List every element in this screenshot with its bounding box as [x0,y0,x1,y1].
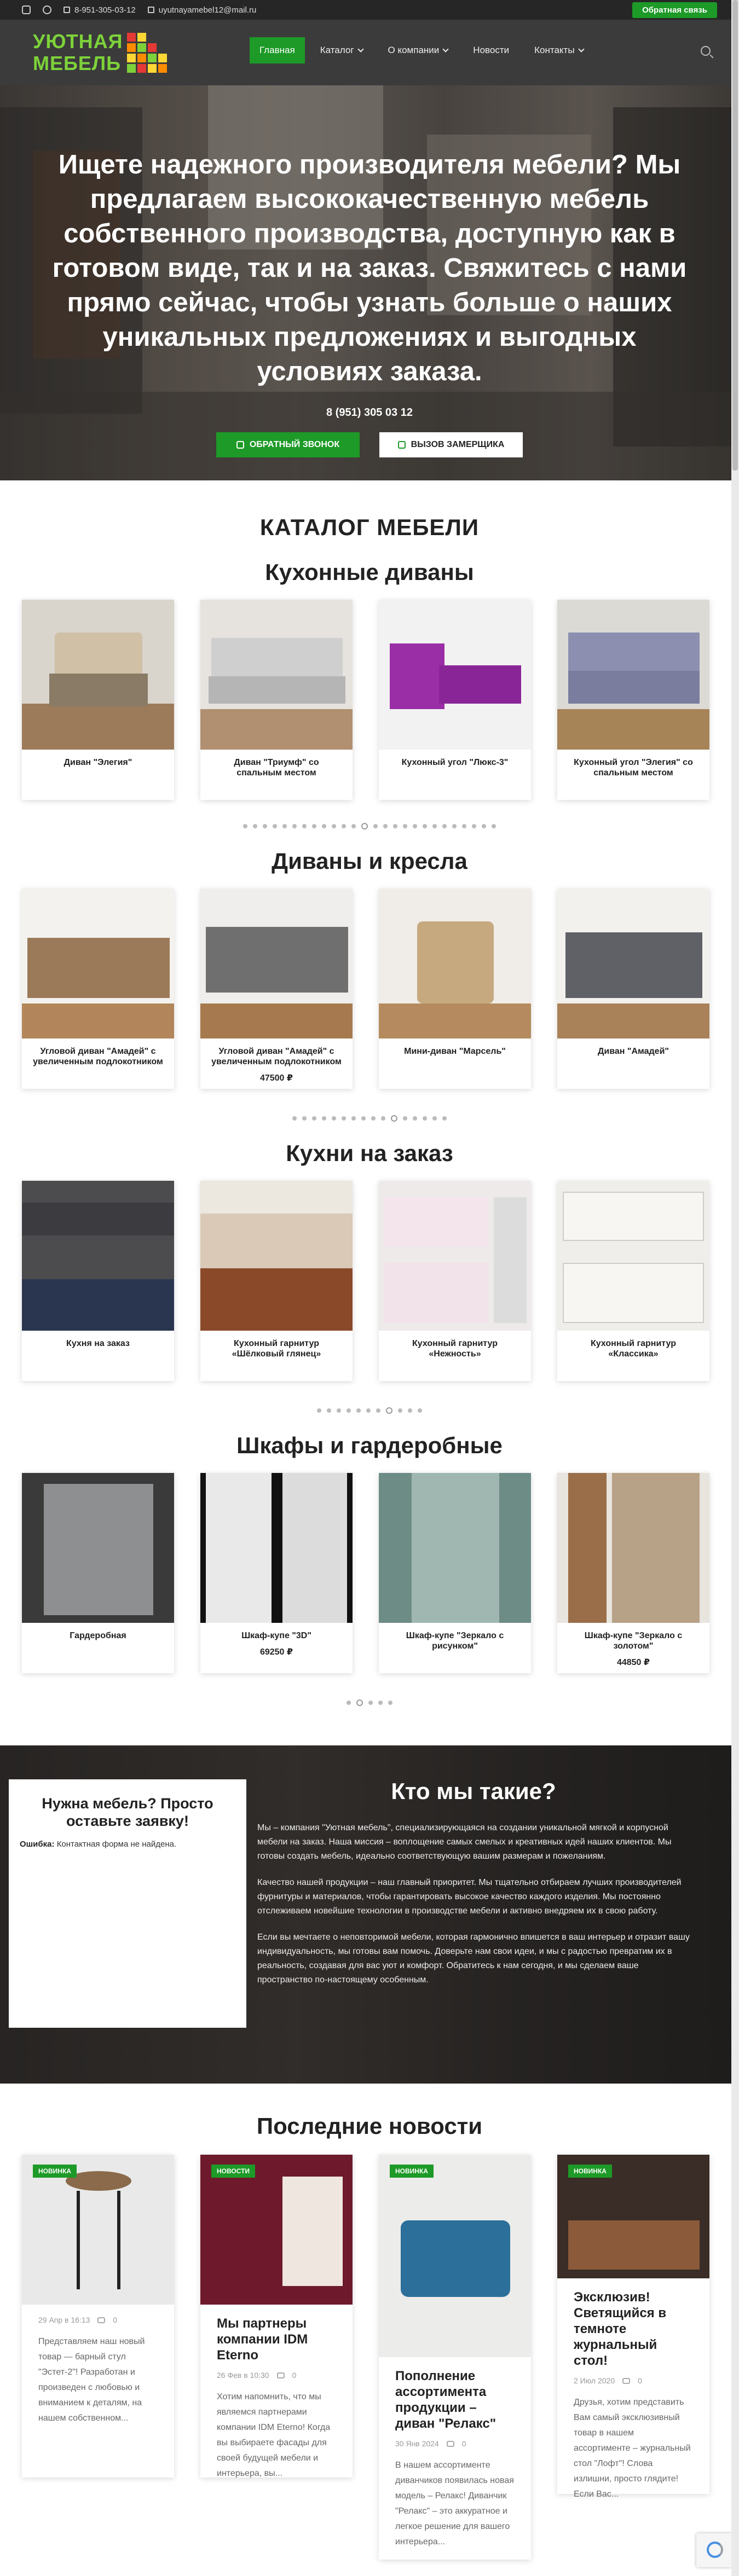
nav-news[interactable]: Новости [473,45,510,55]
nav-about[interactable]: О компании [378,37,458,63]
slider-dot[interactable] [302,1116,307,1121]
slider-dot[interactable] [342,824,346,828]
product-photo [22,1473,174,1623]
slider-pagination [0,824,739,829]
news-badge: НОВИНКА [568,2165,612,2178]
slider-dot[interactable] [263,824,267,828]
slider-dot[interactable] [472,824,476,828]
news-comments: 0 [461,2439,466,2448]
slider-dot[interactable] [292,1116,297,1121]
product-price: 47500 ₽ [259,1074,293,1083]
news-date: 2 Июл 2020 [574,2376,615,2385]
recaptcha-badge[interactable] [696,2533,732,2567]
product-slider [0,1181,739,1381]
slider-dot[interactable] [413,824,417,828]
news-date: 29 Апр в 16:13 [38,2316,90,2324]
product-photo [22,600,174,750]
form-title: Нужна мебель? Просто оставьте заявку! [42,1795,213,1829]
product-card[interactable] [200,1473,353,1673]
news-title: Последние новости [256,2113,483,2139]
logo-line1: УЮТНАЯ [33,30,123,53]
slider-dot[interactable] [423,824,427,828]
news-headline[interactable]: Эксклюзив! Светящийся в темноте журнальный стол! [574,2290,667,2368]
slider-dot[interactable] [292,824,297,828]
slider-dot[interactable] [361,1116,366,1121]
slider-dot[interactable] [351,1116,356,1121]
product-card[interactable] [200,600,353,800]
whatsapp-icon[interactable] [43,5,51,14]
product-name: Кухонный гарнитур «Шёлковый глянец» [232,1339,321,1359]
slider-dot[interactable] [403,1116,407,1121]
news-card[interactable] [22,2155,174,2478]
slider-dot[interactable] [482,824,486,828]
slider-dot[interactable] [312,824,316,828]
product-name: Шкаф-купе "3D" [241,1631,311,1640]
comment-icon [447,2441,454,2447]
chevron-down-icon [357,46,363,52]
slider-dot[interactable] [452,824,457,828]
product-slider [0,600,739,800]
product-photo [22,1181,174,1331]
slider-dot[interactable] [332,824,336,828]
slider-dot[interactable] [347,1701,351,1705]
product-photo [200,889,353,1038]
hero-phone[interactable]: 8 (951) 305 03 12 [326,407,413,419]
news-excerpt: Представляем наш новый товар — барный стул "Эстет-2"! Разработан и произведен с любовью и вниманием к деталям, на нашем собственном... [38,2337,145,2423]
slider-dot[interactable] [432,824,437,828]
product-name: Кухонный угол "Элегия" со спальным местом [574,758,693,778]
product-card[interactable] [379,1473,531,1673]
slider-dot[interactable] [378,1701,383,1705]
product-photo [557,889,709,1038]
news-comments: 0 [292,2371,297,2380]
product-card[interactable] [379,1181,531,1381]
instagram-icon[interactable] [22,5,31,14]
product-photo [379,1181,531,1331]
slider-dot[interactable] [273,824,277,828]
news-card[interactable] [379,2155,531,2560]
slider-dot[interactable] [388,1701,392,1705]
product-photo [22,889,174,1038]
product-name: Шкаф-купе "Зеркало с рисунком" [406,1631,504,1651]
comment-icon [97,2317,105,2323]
slider-dot[interactable] [432,1116,437,1121]
logo[interactable] [33,31,167,74]
news-comments: 0 [638,2376,642,2385]
product-name: Диван "Триумф" со спальным местом [234,758,319,778]
product-photo [557,1181,709,1331]
slider-dot[interactable] [322,1116,326,1121]
chevron-down-icon [578,46,584,52]
phone-icon [63,7,70,13]
slider-dot[interactable] [376,1408,380,1413]
news-photo [557,2155,709,2278]
news-badge: НОВИНКА [390,2165,434,2178]
news-photo [22,2155,174,2305]
hero-banner [0,85,739,480]
slider-dot[interactable] [492,824,496,828]
news-card[interactable] [200,2155,353,2478]
news-excerpt: В нашем ассортименте диванчиков появилась новая модель – Релакс! Диванчик "Релакс" – это аккуратное и легкое решение для вашего интерьера... [395,2461,514,2546]
product-name: Диван "Элегия" [63,758,132,767]
product-card[interactable] [557,1473,709,1673]
slider-dot[interactable] [442,1116,447,1121]
feedback-button[interactable]: Обратная связь [632,2,717,18]
product-photo [200,1181,353,1331]
news-list [22,2155,709,2560]
slider-dot-active[interactable] [361,823,368,829]
slider-dot[interactable] [423,1116,427,1121]
news-date: 26 Фев в 10:30 [217,2371,269,2380]
about-title: Кто мы такие? [391,1778,556,1804]
logo-blocks-icon [127,33,167,73]
news-date: 30 Янв 2024 [395,2439,439,2448]
slider-dot[interactable] [383,824,388,828]
about-section [0,1745,739,2084]
slider-dot-active[interactable] [356,1699,363,1706]
product-photo [557,1473,709,1623]
slider-dot[interactable] [351,824,356,828]
nav-contacts[interactable]: Контакты [524,37,593,63]
slider-dot-active[interactable] [391,1115,397,1122]
slider-dot[interactable] [243,824,247,828]
news-headline[interactable]: Мы партнеры компании IDM Eterno [217,2316,308,2363]
section-title: Кухонные диваны [265,559,474,585]
slider-dot[interactable] [366,1408,371,1413]
product-card[interactable] [200,1181,353,1381]
slider-dot[interactable] [356,1408,361,1413]
product-card[interactable] [379,600,531,800]
product-name: Угловой диван "Амадей" с увеличенным подлокотником [33,1047,163,1066]
news-excerpt: Хотим напомнить, что мы являемся партнерами компании IDM Eterno! Когда вы выбираете фасады для своей будущей мебели и интерьера, вы... [217,2392,331,2478]
slider-dot[interactable] [442,824,447,828]
product-name: Диван "Амадей" [597,1047,669,1056]
slider-dot[interactable] [327,1408,331,1413]
callback-button[interactable]: ОБРАТНЫЙ ЗВОНОК [216,432,360,457]
section-title: Диваны и кресла [272,848,467,874]
product-card[interactable] [22,1473,174,1673]
product-card[interactable] [22,1181,174,1381]
product-photo [200,600,353,750]
product-name: Мини-диван "Марсель" [404,1047,506,1056]
product-card[interactable] [200,889,353,1089]
topbar-phone[interactable]: 8-951-305-03-12 [63,5,136,15]
measurer-button[interactable]: ВЫЗОВ ЗАМЕРЩИКА [379,432,523,457]
slider-dot[interactable] [381,1116,385,1121]
product-name: Гардеробная [70,1631,126,1640]
product-card[interactable] [557,889,709,1089]
slider-pagination [0,1408,739,1414]
about-paragraph: Мы – компания "Уютная мебель", специализирующаяся на создании уникальной мягкой и корпусной мебели на заказ. Наша миссия – воплощение самых смелых и креативных идей наших клиентов. Мы готовы создать мебель, идеально соответствующую вашим размерам и пожеланиям. [257,1823,672,1861]
product-name: Кухонный угол "Люкс-3" [401,758,509,767]
slider-dot[interactable] [408,1408,412,1413]
hero-title: Ищете надежного производителя мебели? Мы предлагаем высококачественную мебель собственного производства, доступную как в готовом виде, так и на заказ. Свяжитесь с нами прямо сейчас, чтобы узнать больше о наших уникальных предложениях и выгодных условиях заказа. [52,150,687,386]
product-slider [0,889,739,1089]
chevron-down-icon [443,46,449,52]
slider-dot[interactable] [342,1116,346,1121]
slider-pagination [0,1116,739,1122]
product-price: 69250 ₽ [259,1647,293,1657]
slider-dot[interactable] [393,824,397,828]
envelope-icon [148,7,154,13]
slider-dot[interactable] [312,1116,316,1121]
slider-dot[interactable] [317,1408,321,1413]
slider-dot-active[interactable] [386,1407,392,1414]
product-photo [379,600,531,750]
logo-line2: МЕБЕЛЬ [33,52,122,74]
news-headline[interactable]: Пополнение ассортимента продукции – диван "Релакс" [395,2369,496,2431]
news-photo [379,2155,531,2357]
top-bar [0,0,739,20]
product-card[interactable] [22,600,174,800]
about-paragraph: Качество нашей продукции – наш главный приоритет. Мы тщательно отбираем лучших производителей фурнитуры и материалов, чтобы гарантировать высокое качество каждого изделия. Мы постоянно отслеживаем новейшие технологии в производстве мебели и активно внедряем их в свою работу. [257,1878,682,1916]
product-price: 44850 ₽ [616,1658,650,1667]
product-slider [0,1473,739,1673]
slider-dot[interactable] [373,824,378,828]
site-header [0,20,739,85]
product-photo [557,600,709,750]
product-photo [379,1473,531,1623]
product-card[interactable] [557,600,709,800]
about-paragraph: Если вы мечтаете о неповторимой мебели, которая гармонично впишется в ваш интерьер и отразит вашу индивидуальность, мы готовы вам помочь. Доверьте нам свои идеи, и мы с радостью превратим их в реальность, создавая для вас уют и комфорт. Обратитесь к нам сегодня, и мы сделаем ваше пространство по-настоящему особенным. [257,1933,690,1985]
slider-dot[interactable] [322,824,326,828]
product-name: Угловой диван "Амадей" с увеличенным подлокотником [211,1047,342,1066]
slider-dot[interactable] [302,824,307,828]
slider-dot[interactable] [347,1408,351,1413]
slider-dot[interactable] [413,1116,417,1121]
nav-catalog[interactable]: Каталог [310,37,373,63]
slider-dot[interactable] [418,1408,422,1413]
slider-dot[interactable] [462,824,466,828]
product-name: Кухня на заказ [66,1339,130,1348]
search-icon[interactable] [701,46,711,56]
news-comments: 0 [113,2316,118,2324]
slider-pagination [0,1701,739,1706]
slider-dot[interactable] [337,1408,341,1413]
slider-dot[interactable] [282,824,287,828]
section-title: Кухни на заказ [286,1140,453,1166]
product-name: Шкаф-купе "Зеркало с золотом" [584,1631,683,1651]
product-card[interactable] [379,889,531,1089]
catalog-title: КАТАЛОГ МЕБЕЛИ [259,514,480,540]
product-card[interactable] [22,889,174,1089]
news-card[interactable] [557,2155,709,2499]
news-excerpt: Друзья, хотим представить Вам самый эксклюзивный товар в нашем ассортименте – журнальный стол "Лофт"! Слова излишни, просто глядите! Если Вас... [574,2398,691,2499]
product-name: Кухонный гарнитур «Классика» [591,1339,676,1359]
product-card[interactable] [557,1181,709,1381]
comment-icon [622,2378,630,2384]
news-badge: НОВИНКА [33,2165,77,2178]
product-name: Кухонный гарнитур «Нежность» [412,1339,498,1359]
request-form [9,1779,246,2028]
news-badge: НОВОСТИ [211,2165,255,2178]
slider-dot[interactable] [332,1116,336,1121]
ruler-icon [398,441,406,449]
product-photo [200,1473,353,1623]
form-error: Ошибка: Контактная форма не найдена. [20,1840,177,1849]
slider-dot[interactable] [253,824,257,828]
nav-home[interactable]: Главная [250,37,305,63]
phone-icon [236,441,244,449]
slider-dot[interactable] [368,1701,373,1705]
section-title: Шкафы и гардеробные [236,1432,503,1458]
slider-dot[interactable] [403,824,407,828]
comment-icon [277,2372,285,2378]
main-nav [250,37,593,63]
topbar-email[interactable]: uyutnayamebel12@mail.ru [148,5,257,15]
news-photo [200,2155,353,2305]
slider-dot[interactable] [371,1116,376,1121]
product-photo [379,889,531,1038]
slider-dot[interactable] [398,1408,402,1413]
